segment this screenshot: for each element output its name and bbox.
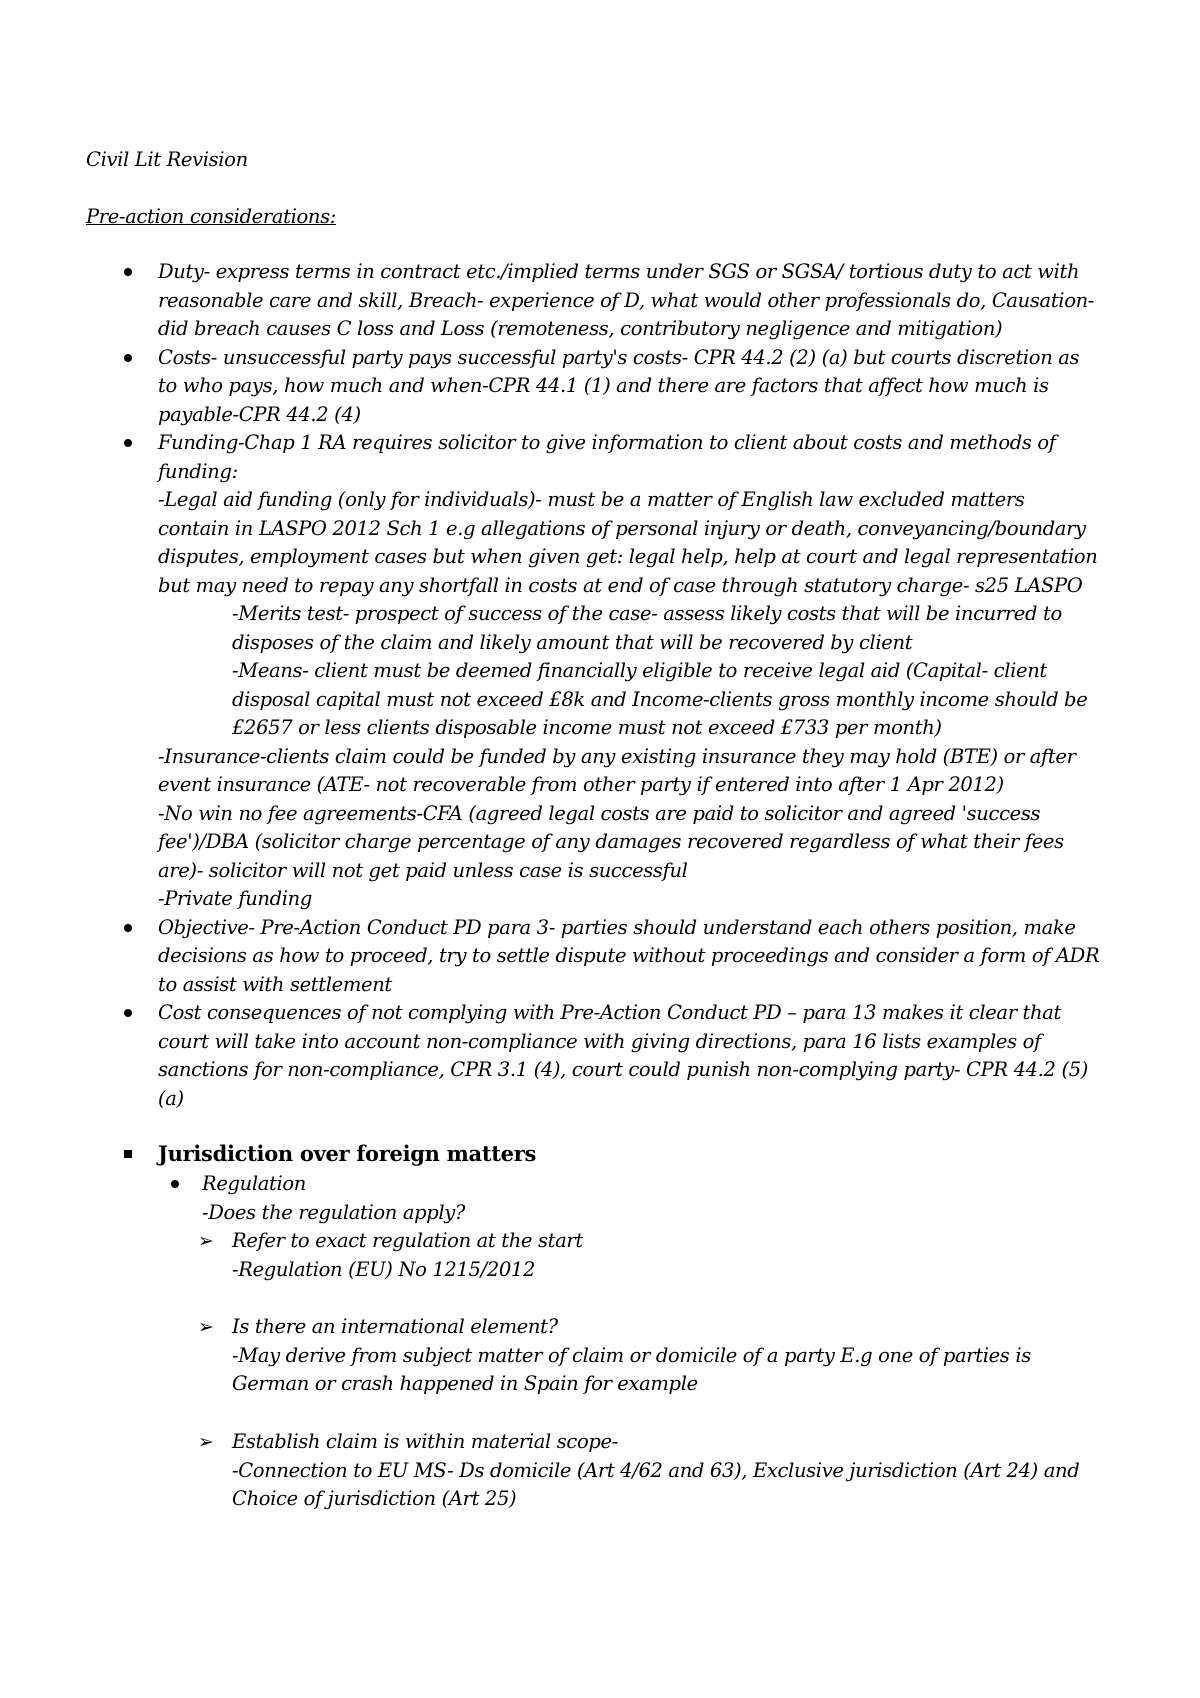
text-line: Funding-Chap 1 RA requires solicitor to give information to client about costs and methods of: [158, 431, 1056, 454]
text-line: did breach causes C loss and Loss (remoteness, contributory negligence and mitigation): [158, 317, 1003, 340]
text-line: Duty- express terms in contract etc./implied terms under SGS or SGSA/ tortious duty to act with: [158, 260, 1080, 283]
text-line: to assist with settlement: [158, 972, 392, 996]
text-line: -Connection to EU MS- Ds domicile (Art 4/62 and 63), Exclusive jurisdiction (Art 24) and: [232, 1458, 1080, 1482]
text-line: Cost consequences of not complying with Pre-Action Conduct PD – para 13 makes it clear that: [158, 1001, 1061, 1024]
text-line: but may need to repay any shortfall in costs at end of case through statutory charge- s25 LASPO: [158, 573, 1083, 597]
jurisdiction-heading: Jurisdiction over foreign matters: [158, 1141, 537, 1166]
text-line: -Private funding: [158, 887, 312, 910]
text-line: -May derive from subject matter of claim or domicile of a party E.g one of parties is: [232, 1343, 1031, 1367]
bullet-icon: [171, 1180, 179, 1188]
text-line: disputes, employment cases but when given get: legal help, help at court and legal representation: [158, 545, 1098, 568]
square-bullet-icon: [124, 1150, 132, 1158]
bullet-icon: [124, 354, 132, 362]
regulation-question: -Does the regulation apply?: [202, 1200, 466, 1224]
section-heading: Pre-action considerations:: [86, 205, 336, 228]
text-line: disposal capital must not exceed £8k and Income-clients gross monthly income should be: [232, 687, 1088, 711]
text-line: court will take into account non-compliance with giving directions, para 16 lists examples of: [158, 1029, 1041, 1053]
document-title: Civil Lit Revision: [86, 148, 248, 171]
list-item: [0, 999, 1200, 1113]
text-line: Choice of jurisdiction (Art 25): [232, 1487, 517, 1510]
arrow-bullet-icon: ➢: [198, 1316, 214, 1338]
text-line: disposes of the claim and likely amount that will be recovered by client: [232, 630, 913, 654]
text-line: Costs- unsuccessful party pays successful party's costs- CPR 44.2 (2) (a) but courts discretion as: [158, 345, 1080, 369]
list-item: [0, 258, 1200, 344]
text-line: funding:: [158, 459, 238, 483]
arrow-item-head: Refer to exact regulation at the start: [232, 1229, 583, 1252]
text-line: reasonable care and skill, Breach- experience of D, what would other professionals do, Causation-: [158, 288, 1095, 312]
bullet-icon: [124, 1009, 132, 1017]
text-line: -Insurance-clients claim could be funded by any existing insurance they may hold (BTE) or after: [158, 744, 1076, 768]
text-line: -Regulation (EU) No 1215/2012: [232, 1257, 536, 1281]
text-line: event insurance (ATE- not recoverable from other party if entered into after 1 Apr 2012): [158, 773, 1004, 796]
arrow-bullet-icon: ➢: [198, 1230, 214, 1252]
text-line: sanctions for non-compliance, CPR 3.1 (4), court could punish non-complying party- CPR 44.2 (5): [158, 1058, 1089, 1081]
text-line: -Merits test- prospect of success of the case- assess likely costs that will be incurred to: [232, 602, 1062, 625]
arrow-bullet-icon: ➢: [198, 1431, 214, 1453]
text-line: contain in LASPO 2012 Sch 1 e.g allegations of personal injury or death, conveyancing/boundary: [158, 516, 1086, 540]
text-line: are)- solicitor will not get paid unless case is successful: [158, 858, 688, 882]
bullet-icon: [124, 924, 132, 932]
text-line: German or crash happened in Spain for example: [232, 1372, 698, 1395]
bullet-icon: [124, 268, 132, 276]
regulation-label: Regulation: [202, 1172, 306, 1195]
arrow-item-head: Is there an international element?: [232, 1315, 558, 1338]
text-line: (a): [158, 1086, 184, 1110]
list-item: [0, 344, 1200, 430]
text-line: -Means- client must be deemed financially eligible to receive legal aid (Capital- client: [232, 659, 1047, 682]
pre-action-list: [0, 258, 1200, 1113]
text-line: fee')/DBA (solicitor charge percentage of any damages recovered regardless of what their fees: [158, 830, 1064, 853]
arrow-item-head: Establish claim is within material scope-: [232, 1430, 618, 1453]
text-line: payable-CPR 44.2 (4): [158, 402, 361, 426]
bullet-icon: [124, 439, 132, 447]
text-line: decisions as how to proceed, try to settle dispute without proceedings and consider a form of ADR: [158, 944, 1100, 967]
text-line: -No win no fee agreements-CFA (agreed legal costs are paid to solicitor and agreed 'success: [158, 801, 1041, 825]
list-item: [0, 914, 1200, 1000]
text-line: £2657 or less clients disposable income must not exceed £733 per month): [232, 716, 942, 739]
text-line: Objective- Pre-Action Conduct PD para 3- parties should understand each others position, make: [158, 915, 1076, 939]
text-line: to who pays, how much and when-CPR 44.1 (1) and there are factors that affect how much is: [158, 374, 1049, 397]
list-item: [0, 429, 1200, 914]
text-line: -Legal aid funding (only for individuals)- must be a matter of English law excluded matters: [158, 488, 1025, 511]
